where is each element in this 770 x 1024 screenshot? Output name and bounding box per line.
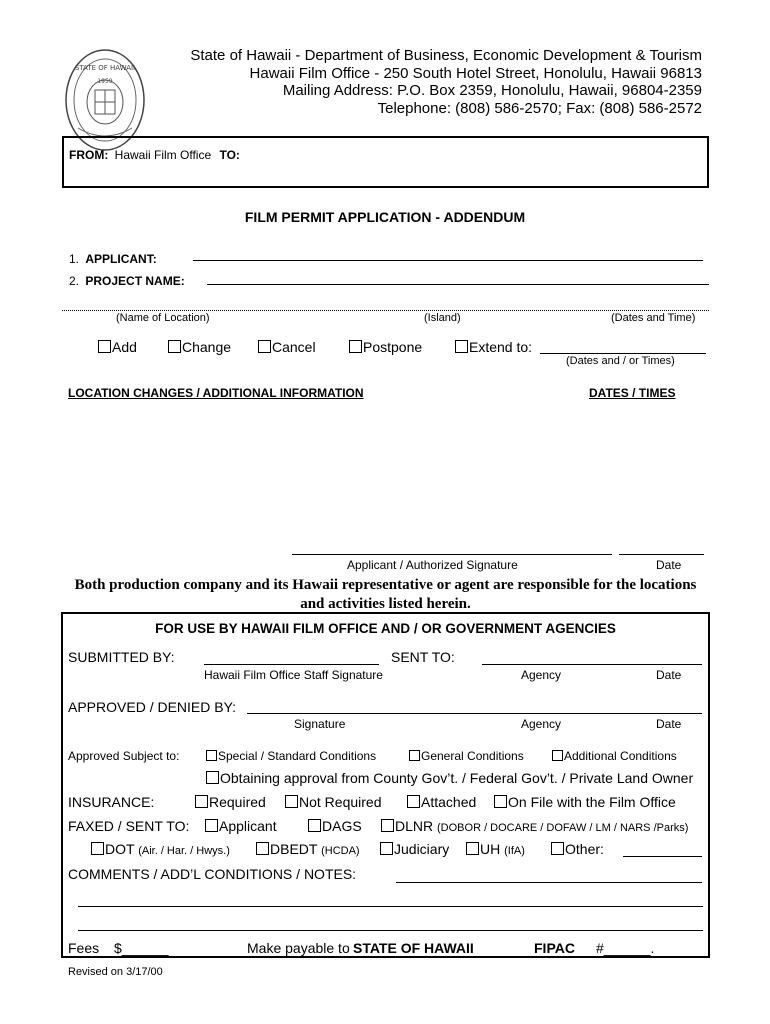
additional-conditions-option[interactable] (552, 749, 677, 763)
agency-header (190, 47, 702, 117)
header-line-2: Hawaii Film Office - 250 South Hotel Street, Honolulu, Hawaii 96813 (249, 64, 702, 82)
location-field[interactable] (62, 310, 709, 311)
from-to-row (69, 148, 240, 162)
faxed-other-option[interactable] (551, 841, 604, 857)
postpone-option[interactable] (349, 339, 422, 355)
location-dates-label: (Dates and Time) (611, 312, 696, 324)
insurance-on-file-label: On File with the Film Office (508, 794, 676, 810)
changes-heading: LOCATION CHANGES / ADDITIONAL INFORMATION (68, 386, 364, 400)
extend-sub-label: (Dates and / or Times) (566, 355, 675, 367)
special-conditions-label: Special / Standard Conditions (218, 749, 377, 763)
fipac-label: FIPAC (534, 940, 575, 956)
faxed-uh-checkbox[interactable] (466, 842, 479, 855)
office-use-title: FOR USE BY HAWAII FILM OFFICE AND / OR GOVERNMENT AGENCIES (155, 621, 616, 636)
faxed-dot-option[interactable] (91, 841, 230, 857)
change-label: Change (182, 339, 232, 355)
header-line-3: Mailing Address: P.O. Box 2359, Honolulu, Hawaii, 96804-2359 (282, 82, 702, 99)
signature-date-label: Date (656, 558, 682, 572)
cancel-label: Cancel (272, 339, 316, 355)
responsibility-line-1: Both production company and its Hawaii representative or agent are responsible for the locations (74, 577, 697, 593)
faxed-dlnr-option[interactable] (381, 818, 688, 834)
header-line-4: Telephone: (808) 586-2570; Fax: (808) 586-2572 (377, 99, 702, 117)
faxed-dlnr-checkbox[interactable] (381, 819, 394, 832)
applicant-signature-field[interactable] (292, 554, 612, 555)
insurance-on-file-option[interactable] (494, 794, 676, 810)
faxed-applicant-option[interactable] (205, 818, 277, 834)
project-label: PROJECT NAME: (85, 274, 185, 288)
project-num: 2. (69, 274, 80, 288)
project-name-field[interactable] (207, 284, 709, 285)
faxed-dbedt-sub: (HCDA) (321, 845, 360, 857)
insurance-attached-option[interactable] (407, 794, 476, 810)
insurance-not-required-checkbox[interactable] (285, 795, 298, 808)
to-label: TO: (219, 148, 240, 162)
sent-agency-label: Agency (521, 668, 562, 682)
insurance-attached-checkbox[interactable] (407, 795, 420, 808)
faxed-judiciary-checkbox[interactable] (380, 842, 393, 855)
from-to-box (62, 136, 709, 188)
payable-label: Make payable to (247, 940, 350, 956)
extend-date-field[interactable] (540, 353, 706, 354)
faxed-judiciary-option[interactable] (380, 841, 449, 857)
submitted-by-label: SUBMITTED BY: (68, 649, 175, 665)
sent-to-field[interactable] (482, 664, 702, 665)
additional-conditions-checkbox[interactable] (552, 750, 563, 761)
faxed-uh-option[interactable] (466, 841, 525, 857)
general-conditions-option[interactable] (409, 749, 524, 763)
comments-field-2[interactable] (78, 906, 703, 907)
insurance-label: INSURANCE: (68, 794, 155, 810)
from-value[interactable]: Hawaii Film Office (114, 148, 212, 162)
insurance-on-file-checkbox[interactable] (494, 795, 507, 808)
approved-agency-label: Agency (521, 717, 562, 731)
comments-field-3[interactable] (78, 930, 703, 931)
extend-label: Extend to: (469, 339, 533, 355)
submitted-by-field[interactable] (204, 664, 379, 665)
from-label: FROM: (69, 148, 109, 162)
faxed-dlnr-label: DLNR (395, 818, 434, 834)
faxed-applicant-checkbox[interactable] (205, 819, 218, 832)
change-checkbox[interactable] (168, 340, 181, 353)
header-line-1: State of Hawaii - Department of Business, Economic Development & Tourism (190, 47, 702, 64)
comments-label: COMMENTS / ADD’L CONDITIONS / NOTES: (68, 866, 357, 882)
obtaining-approval-option[interactable] (206, 770, 693, 786)
responsibility-note (62, 576, 709, 614)
revised-date: Revised on 3/17/00 (68, 966, 163, 978)
add-checkbox[interactable] (98, 340, 111, 353)
faxed-dbedt-label: DBEDT (270, 841, 318, 857)
cancel-checkbox[interactable] (258, 340, 271, 353)
approved-label: APPROVED / DENIED BY: (68, 699, 237, 715)
faxed-dags-option[interactable] (308, 818, 362, 834)
approved-signature-label: Signature (294, 717, 346, 731)
comments-field-1[interactable] (396, 882, 702, 883)
faxed-label: FAXED / SENT TO: (68, 818, 190, 834)
special-conditions-option[interactable] (206, 749, 376, 763)
payable-to-value: STATE OF HAWAII (353, 940, 474, 956)
signature-label: Applicant / Authorized Signature (347, 558, 518, 572)
general-conditions-label: General Conditions (421, 749, 524, 763)
faxed-dags-label: DAGS (322, 818, 362, 834)
staff-signature-label: Hawaii Film Office Staff Signature (204, 668, 383, 682)
svg-text:1959: 1959 (97, 78, 113, 85)
faxed-dags-checkbox[interactable] (308, 819, 321, 832)
dates-heading: DATES / TIMES (589, 386, 676, 400)
location-island-label: (Island) (424, 312, 461, 324)
faxed-judiciary-label: Judiciary (394, 841, 450, 857)
location-name-label: (Name of Location) (116, 312, 210, 324)
postpone-label: Postpone (363, 339, 423, 355)
project-row (69, 274, 185, 288)
approved-subject-label: Approved Subject to: (68, 749, 180, 763)
extend-checkbox[interactable] (455, 340, 468, 353)
faxed-dlnr-sub: (DOBOR / DOCARE / DOFAW / LM / NARS /Parks) (437, 822, 689, 834)
approved-date-label: Date (656, 717, 682, 731)
insurance-required-label: Required (209, 794, 266, 810)
sent-to-label: SENT TO: (391, 649, 455, 665)
postpone-checkbox[interactable] (349, 340, 362, 353)
insurance-required-checkbox[interactable] (195, 795, 208, 808)
responsibility-line-2: and activities listed herein. (300, 596, 471, 612)
applicant-label: APPLICANT: (85, 252, 157, 266)
sent-date-label: Date (656, 668, 682, 682)
insurance-attached-label: Attached (421, 794, 477, 810)
add-label: Add (112, 339, 137, 355)
svg-text:STATE OF HAWAII: STATE OF HAWAII (74, 64, 136, 72)
special-conditions-checkbox[interactable] (206, 750, 217, 761)
signature-date-field[interactable] (619, 554, 704, 555)
form-title: FILM PERMIT APPLICATION - ADDENDUM (244, 209, 526, 225)
faxed-dot-label: DOT (105, 841, 135, 857)
general-conditions-checkbox[interactable] (409, 750, 420, 761)
change-option[interactable] (168, 339, 231, 355)
faxed-dbedt-option[interactable] (256, 841, 360, 857)
faxed-uh-sub: (IfA) (504, 845, 525, 857)
applicant-row (69, 252, 157, 266)
faxed-dot-sub: (Air. / Har. / Hwys.) (138, 845, 230, 857)
fees-label: Fees (68, 940, 100, 956)
insurance-not-required-option[interactable] (285, 794, 382, 810)
obtaining-approval-checkbox[interactable] (206, 771, 219, 784)
faxed-dot-checkbox[interactable] (91, 842, 104, 855)
fees-value[interactable]: $______ (114, 940, 169, 956)
faxed-uh-label: UH (480, 841, 501, 857)
extend-option[interactable] (455, 339, 532, 355)
faxed-applicant-label: Applicant (219, 818, 277, 834)
applicant-num: 1. (69, 252, 80, 266)
obtaining-approval-label: Obtaining approval from County Gov’t. / Federal Gov’t. / Private Land Owner (220, 770, 694, 786)
faxed-other-field[interactable] (623, 856, 702, 857)
faxed-other-checkbox[interactable] (551, 842, 564, 855)
insurance-required-option[interactable] (195, 794, 266, 810)
insurance-not-required-label: Not Required (299, 794, 382, 810)
faxed-other-label: Other: (565, 841, 604, 857)
fipac-number[interactable]: #______. (596, 940, 655, 956)
cancel-option[interactable] (258, 339, 316, 355)
additional-conditions-label: Additional Conditions (564, 749, 677, 763)
faxed-dbedt-checkbox[interactable] (256, 842, 269, 855)
add-option[interactable] (98, 339, 137, 355)
approved-field[interactable] (247, 713, 702, 714)
applicant-field[interactable] (193, 260, 703, 261)
